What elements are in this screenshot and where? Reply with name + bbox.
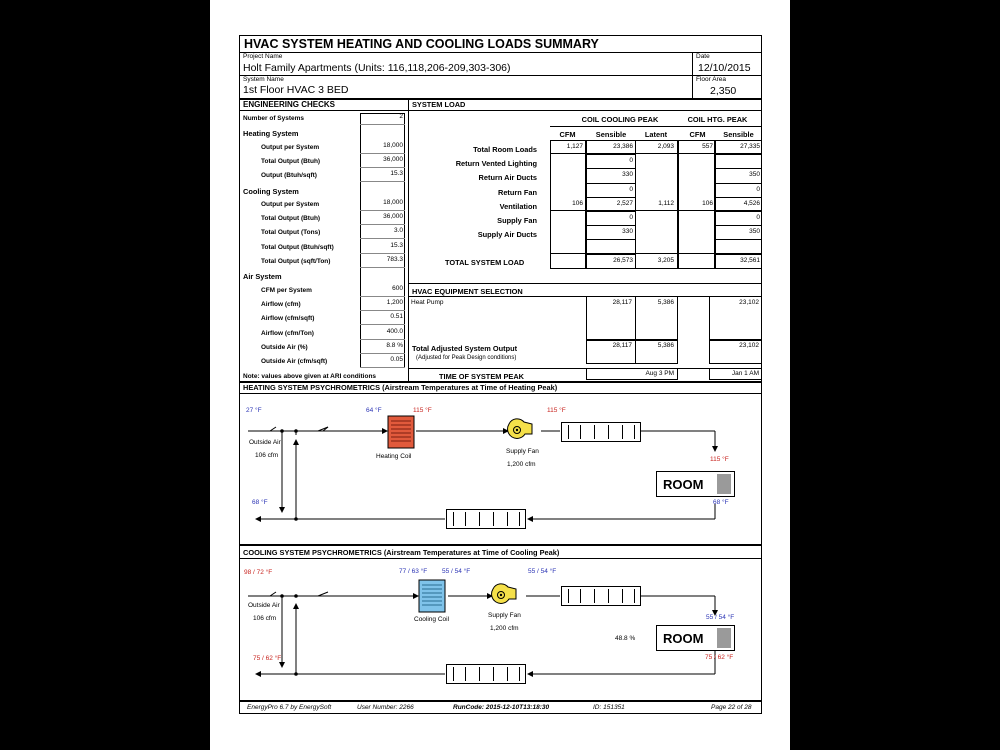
air-check-value: 0.51 xyxy=(390,313,403,321)
heating-check-label: Output (Btuh/sqft) xyxy=(261,172,317,180)
heating-fan-out-temp: 115 °F xyxy=(547,407,566,414)
cooling-outside-air-label: Outside Air xyxy=(248,602,280,609)
load-row-label: Supply Fan xyxy=(497,216,537,225)
col-latent: Latent xyxy=(644,130,668,139)
cooling-system-title: Cooling System xyxy=(243,186,299,196)
air-check-value: 400.0 xyxy=(386,327,403,335)
cooling-supply-temp: 55 / 54 °F xyxy=(706,614,735,621)
floor-area-label: Floor Area xyxy=(696,76,726,83)
ari-note: Note: values above given at ARI conditions xyxy=(243,373,377,380)
equipment-selection-title: HVAC EQUIPMENT SELECTION xyxy=(412,287,523,296)
adjusted-sensible: 28,117 xyxy=(612,342,632,349)
heating-check-value: 36,000 xyxy=(383,155,403,163)
air-check-label: CFM per System xyxy=(261,286,312,294)
adjusted-output-label: Total Adjusted System Output xyxy=(412,344,518,353)
load-row-sensible: 330 xyxy=(622,228,633,236)
cooling-fan-label: Supply Fan xyxy=(488,612,521,619)
load-row-sensible: 0 xyxy=(629,214,633,221)
air-check-value: 8.8 % xyxy=(386,341,403,349)
cooling-room-temp: 75 / 62 °F xyxy=(705,654,734,661)
cooling-outside-temp: 98 / 72 °F xyxy=(244,569,273,576)
cooling-return-temp: 75 / 62 °F xyxy=(253,655,282,662)
load-row-sensible: 0 xyxy=(629,157,633,165)
load-row-cfm: 106 xyxy=(572,199,583,207)
cooling-supply-fan-icon xyxy=(492,584,516,604)
air-system-title: Air System xyxy=(243,272,282,282)
load-row-label: Return Fan xyxy=(497,187,537,197)
system-name: 1st Floor HVAC 3 BED xyxy=(243,84,349,96)
air-check-value: 1,200 xyxy=(386,298,403,306)
cooling-check-value: 15.3 xyxy=(390,241,403,249)
load-row-label: Total Room Loads xyxy=(473,145,537,154)
heating-check-value: 18,000 xyxy=(383,141,403,149)
load-row-heating-sensible: 0 xyxy=(756,214,760,221)
cooling-check-value: 3.0 xyxy=(393,227,403,235)
time-of-peak-label: TIME OF SYSTEM PEAK xyxy=(439,372,524,381)
heating-return-temp: 68 °F xyxy=(252,499,268,506)
load-row-heating-sensible: 4,526 xyxy=(743,199,760,207)
num-systems-value: 2 xyxy=(399,113,403,120)
footer-user-number: User Number: 2266 xyxy=(357,704,414,711)
total-sensible: 26,573 xyxy=(613,257,633,264)
cooling-fan-out-temp: 55 / 54 °F xyxy=(528,568,557,575)
project-name: Holt Family Apartments (Units: 116,118,206-209,303-306) xyxy=(243,62,511,74)
cooling-check-value: 18,000 xyxy=(383,198,403,206)
heating-outside-cfm: 106 cfm xyxy=(255,452,279,459)
footer-id: ID: 151351 xyxy=(593,704,625,711)
report-date: 12/10/2015 xyxy=(698,62,751,74)
col-cfm: CFM xyxy=(559,130,576,139)
total-heating-sensible: 32,561 xyxy=(740,257,760,264)
air-check-value: 600 xyxy=(392,284,403,292)
cooling-outside-cfm: 106 cfm xyxy=(253,615,277,622)
cooling-check-label: Total Output (Btuh/sqft) xyxy=(261,243,334,251)
floor-area: 2,350 xyxy=(710,85,737,97)
air-check-label: Airflow (cfm/Ton) xyxy=(261,329,314,337)
cooling-coil-out-temp: 55 / 54 °F xyxy=(442,568,471,575)
air-check-label: Outside Air (cfm/sqft) xyxy=(261,358,328,366)
adjusted-latent: 5,386 xyxy=(657,342,674,349)
heating-fan-cfm: 1,200 cfm xyxy=(507,461,536,468)
footer-software: EnergyPro 6.7 by EnergySoft xyxy=(247,704,332,711)
system-load-title: SYSTEM LOAD xyxy=(412,100,466,109)
cooling-room: ROOM xyxy=(656,625,735,651)
cooling-check-value: 783.3 xyxy=(386,256,403,263)
total-system-load-label: TOTAL SYSTEM LOAD xyxy=(445,258,525,267)
cooling-fan-cfm: 1,200 cfm xyxy=(490,625,519,632)
load-row-sensible: 23,386 xyxy=(613,143,633,150)
col-cfm-heating: CFM xyxy=(689,130,706,139)
heating-fan-label: Supply Fan xyxy=(506,448,539,455)
heating-mixed-temp: 64 °F xyxy=(366,407,382,414)
date-label: Date xyxy=(696,53,710,60)
load-row-latent: 1,112 xyxy=(658,199,674,207)
peak-cooling-time: Aug 3 PM xyxy=(645,370,674,377)
air-check-label: Outside Air (%) xyxy=(261,343,308,351)
heating-supply-temp: 115 °F xyxy=(710,456,729,463)
cooling-return-duct xyxy=(446,664,526,684)
heat-pump-sensible: 28,117 xyxy=(612,299,632,306)
heating-check-value: 15.3 xyxy=(390,170,403,178)
heat-pump-latent: 5,386 xyxy=(657,299,674,306)
heating-psychrometrics-title: HEATING SYSTEM PSYCHROMETRICS (Airstream Temperatures at Time of Heating Peak) xyxy=(243,383,558,392)
cooling-relative-humidity: 48.8 % xyxy=(615,635,636,642)
load-row-label: Supply Air Ducts xyxy=(477,230,537,240)
heating-check-label: Total Output (Btuh) xyxy=(261,157,321,165)
report-page xyxy=(210,0,790,750)
load-row-heating-sensible: 0 xyxy=(756,185,760,193)
room-door-icon xyxy=(717,628,731,648)
cooling-check-label: Total Output (Btuh) xyxy=(261,215,321,223)
col-sensible: Sensible xyxy=(595,130,627,139)
load-row-sensible: 0 xyxy=(629,185,633,193)
cooling-supply-duct xyxy=(561,586,641,606)
cooling-coil xyxy=(419,580,445,612)
footer-run-code: RunCode: 2015-12-10T13:18:30 xyxy=(453,704,550,711)
air-check-value: 0.05 xyxy=(390,356,403,364)
load-row-cfm: 1,127 xyxy=(566,143,583,150)
heat-pump-label: Heat Pump xyxy=(411,299,444,306)
heating-room: ROOM xyxy=(656,471,735,497)
adjusted-heating: 23,102 xyxy=(739,342,759,349)
cooling-psychrometrics-title: COOLING SYSTEM PSYCHROMETRICS (Airstream Temperatures at Time of Cooling Peak) xyxy=(243,548,560,557)
load-row-heating-cfm: 557 xyxy=(702,143,713,150)
coil-htg-peak-header: COIL HTG. PEAK xyxy=(687,115,748,124)
heating-outside-temp: 27 °F xyxy=(246,407,262,414)
total-latent: 3,205 xyxy=(657,257,674,264)
cooling-coil-label: Cooling Coil xyxy=(414,616,450,623)
project-name-label: Project Name xyxy=(243,53,283,60)
load-row-heating-sensible: 350 xyxy=(749,228,760,236)
load-row-label: Ventilation xyxy=(499,201,537,211)
load-row-label: Return Air Ducts xyxy=(478,173,537,183)
load-row-heating-sensible: 27,335 xyxy=(740,143,760,150)
load-row-heating-sensible: 350 xyxy=(749,171,760,179)
air-check-label: Airflow (cfm/sqft) xyxy=(261,315,315,323)
adjusted-output-sub: (Adjusted for Peak Design conditions) xyxy=(416,355,517,361)
load-row-label: Return Vented Lighting xyxy=(455,159,537,169)
heat-pump-heating: 23,102 xyxy=(739,299,759,306)
footer-page: Page 22 of 28 xyxy=(711,704,752,711)
heating-outside-air-label: Outside Air xyxy=(249,439,281,446)
cooling-check-label: Total Output (sqft/Ton) xyxy=(261,258,331,265)
heating-coil-out-temp: 115 °F xyxy=(413,407,432,414)
cooling-check-label: Output per System xyxy=(261,200,320,208)
num-systems-label: Number of Systems xyxy=(243,115,305,122)
heating-room-temp: 68 °F xyxy=(713,499,729,506)
coil-cooling-peak-header: COIL COOLING PEAK xyxy=(581,115,659,124)
load-row-sensible: 2,527 xyxy=(616,199,633,207)
load-row-latent: 2,093 xyxy=(657,143,674,150)
col-sensible-heating: Sensible xyxy=(723,130,754,139)
load-row-heating-cfm: 106 xyxy=(702,199,713,207)
heating-check-label: Output per System xyxy=(261,143,320,151)
cooling-check-value: 36,000 xyxy=(383,213,403,221)
cooling-mixed-temp: 77 / 63 °F xyxy=(399,568,428,575)
page-title: HVAC SYSTEM HEATING AND COOLING LOADS SUMMARY xyxy=(244,37,599,51)
peak-heating-time: Jan 1 AM xyxy=(731,370,759,377)
load-row-sensible: 330 xyxy=(622,171,633,179)
heating-system-title: Heating System xyxy=(243,129,299,139)
engineering-checks-title: ENGINEERING CHECKS xyxy=(243,100,336,109)
cooling-check-label: Total Output (Tons) xyxy=(261,229,321,237)
system-name-label: System Name xyxy=(243,76,284,83)
air-check-label: Airflow (cfm) xyxy=(261,300,301,308)
heating-coil-label: Heating Coil xyxy=(376,453,412,460)
cooling-return-marks xyxy=(280,594,298,676)
